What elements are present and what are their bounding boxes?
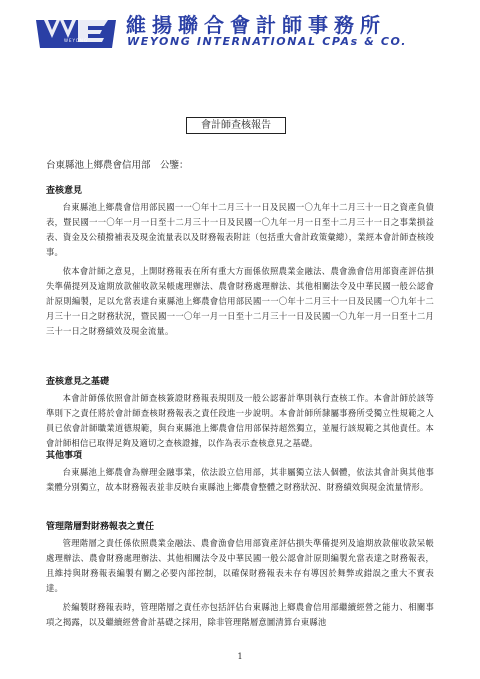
- section-title: 其他事項: [46, 451, 83, 461]
- page-number: 1: [237, 652, 243, 661]
- section-paragraph: 依本會計師之意見，上開財務報表在所有重大方面係依照農業金融法、農會漁會信用部資產評估損失準備提列及逾期放款催收款呆帳處理辦法、農會財務處理辦法、其他相關法令及中華民國一般公認會計原則編製，足以允當表達台東縣池上鄉農會信用部民國一一〇年十二月三十一日及民國一〇九年十二月三十一日之財務狀況，暨民國一一〇年一月一日至十二月三十一日及民國一〇九年一月一日至十二月三十一日之財務績效及現金流量。: [46, 266, 434, 336]
- section-paragraph: 台東縣池上鄉農會為辦理金融事業，依法設立信用部，其非屬獨立法人個體，依法其會計與其他事業體分別獨立，故本財務報表並非反映台東縣池上鄉農會整體之財務狀況、財務績效與現金流量情形。: [46, 467, 434, 492]
- report-title: 會計師查核報告: [186, 117, 286, 134]
- section-paragraph: 本會計師係依照會計師查核簽證財務報表規則及一般公認審計準則執行查核工作。本會計師於該等準則下之責任將於會計師查核財務報表之責任段進一步說明。本會計師所隸屬事務所受獨立性規範之人員已依會計師職業道德規範，與台東縣池上鄉農會信用部保持超然獨立，並履行該規範之其他責任。本會計師相信已取得足夠及適切之查核證據，以作為表示查核意見之基礎。: [46, 393, 434, 448]
- firm-name-english: WEYONG INTERNATIONAL CPAs & CO.: [127, 35, 407, 48]
- section-title: 查核意見之基礎: [46, 377, 110, 387]
- addressee: 台東縣池上鄉農會信用部 公鑒：: [46, 160, 189, 171]
- letterhead: [34, 8, 454, 52]
- section-management-responsibility: [46, 519, 434, 630]
- section-paragraph: 管理階層之責任係依照農業金融法、農會漁會信用部資產評估損失準備提列及逾期放款催收款呆帳處理辦法、農會財務處理辦法、其他相關法令及中華民國一般公認會計原則編製允當表達之財務報表，且維持與財務報表編製有關之必要內部控制，以確保財務報表未存有導因於舞弊或錯誤之重大不實表達。: [46, 538, 434, 593]
- section-paragraph: 於編製財務報表時，管理階層之責任亦包括評估台東縣池上鄉農會信用部繼續經營之能力、相關事項之揭露，以及繼續經營會計基礎之採用，除非管理階層意圖清算台東縣池: [46, 602, 434, 627]
- section-basis-for-opinion: [46, 374, 434, 451]
- firm-name-chinese: 維揚聯合會計師事務所: [126, 13, 386, 37]
- section-title: 查核意見: [46, 186, 83, 196]
- logo-wordmark: WEYONG: [64, 38, 88, 43]
- firm-logo: [34, 12, 118, 50]
- section-title: 管理階層對財務報表之責任: [46, 522, 155, 532]
- section-paragraph: 台東縣池上鄉農會信用部民國一一〇年十二月三十一日及民國一〇九年十二月三十一日之資產負債表，暨民國一一〇年一月一日至十二月三十一日及民國一〇九年一月一日至十二月三十一日之事業損益表、資金及公積撥補表及現金流量表以及財務報表附註（包括重大會計政策彙總），業經本會計師查核竣事。: [46, 202, 434, 257]
- section-other-matters: [46, 448, 434, 495]
- section-audit-opinion: [46, 183, 434, 339]
